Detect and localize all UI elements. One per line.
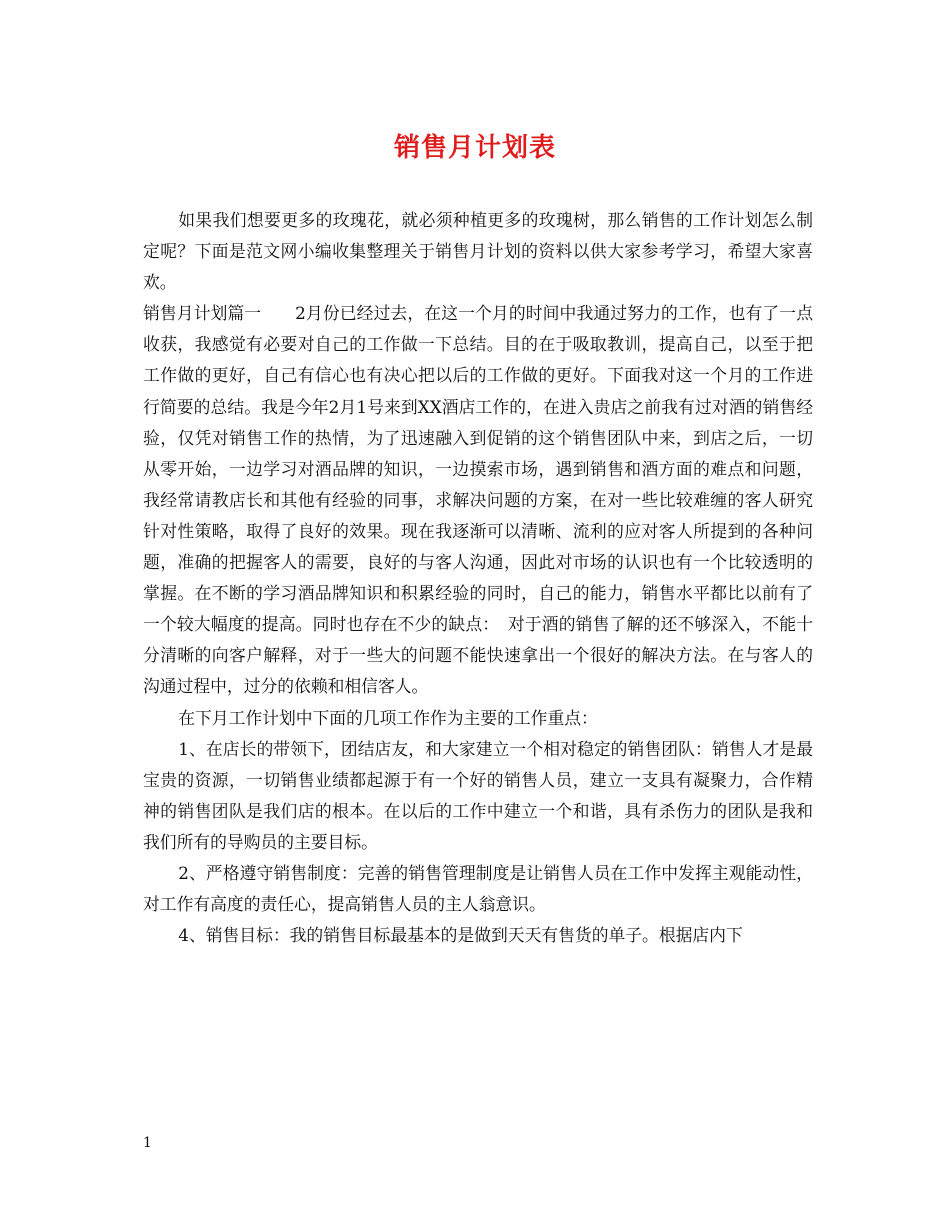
page-number: 1	[143, 1135, 152, 1151]
section-paragraph-1: 销售月计划篇一 2月份已经过去，在这一个月的时间中我通过努力的工作，也有了一点收获，我感觉有必要对自己的工作做一下总结。目的在于吸取教训，提高自己，以至于把工作做的更好，自己有信心也有决心把以后的工作做的更好。下面我对这一个月的工作进行简要的总结。我是今年2月1号来到XX酒店工作的，在进入贵店之前我有过对酒的销售经验，仅凭对销售工作的热情，为了迅速融入到促销的这个销售团队中来，到店之后，一切从零开始，一边学习对酒品牌的知识，一边摸索市场，遇到销售和酒方面的难点和问题，我经常请教店长和其他有经验的同事，求解决问题的方案，在对一些比较难缠的客人研究针对性策略，取得了良好的效果。现在我逐渐可以清晰、流利的应对客人所提到的各种问题，准确的把握客人的需要，良好的与客人沟通，因此对市场的认识也有一个比较透明的掌握。在不断的学习酒品牌知识和积累经验的同时，自己的能力，销售水平都比以前有了一个较大幅度的提高。同时也存在不少的缺点： 对于酒的销售了解的还不够深入，不能十分清晰的向客户解释，对于一些大的问题不能快速拿出一个很好的解决方法。在与客人的沟通过程中，过分的依赖和相信客人。	[143, 303, 813, 697]
plan-intro-paragraph: 在下月工作计划中下面的几项工作作为主要的工作重点：	[178, 707, 598, 728]
plan-item-1: 1、在店长的带领下，团结店友，和大家建立一个相对稳定的销售团队：销售人才是最宝贵的资源，一切销售业绩都起源于有一个好的销售人员，建立一支具有凝聚力，合作精神的销售团队是我们店的根本。在以后的工作中建立一个和谐，具有杀伤力的团队是我和我们所有的导购员的主要目标。	[143, 738, 813, 852]
document-title: 销售月计划表	[393, 133, 556, 163]
plan-item-4: 4、销售目标：我的销售目标最基本的是做到天天有售货的单子。根据店内下	[178, 925, 743, 946]
document-body	[143, 205, 813, 951]
plan-item-2: 2、严格遵守销售制度：完善的销售管理制度是让销售人员在工作中发挥主观能动性，对工作有高度的责任心，提高销售人员的主人翁意识。	[143, 862, 813, 915]
intro-paragraph: 如果我们想要更多的玫瑰花，就必须种植更多的玫瑰树，那么销售的工作计划怎么制定呢？下面是范文网小编收集整理关于销售月计划的资料以供大家参考学习，希望大家喜欢。	[143, 210, 813, 293]
